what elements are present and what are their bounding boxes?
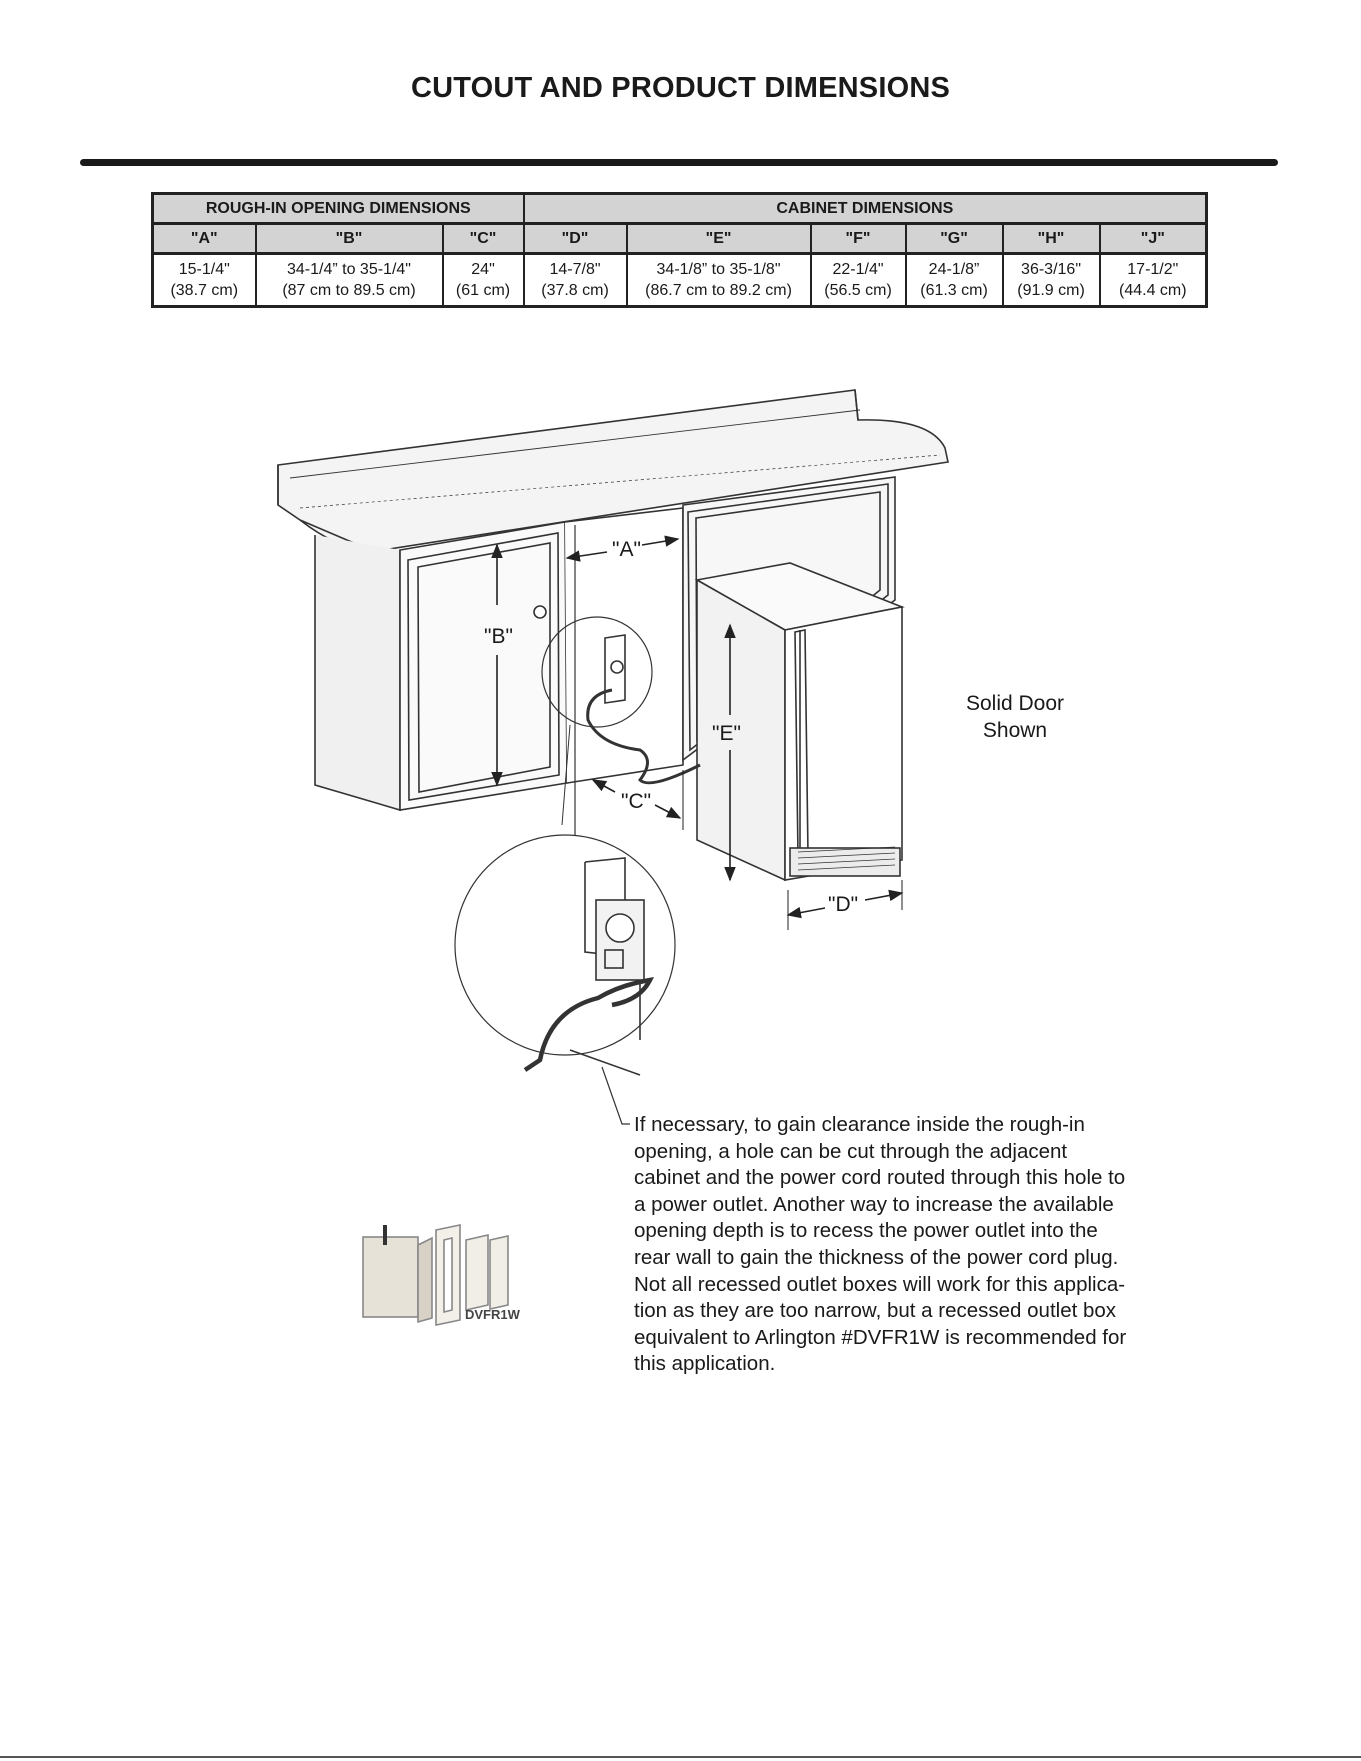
left-cabinet xyxy=(315,522,567,810)
imperial-value: 24" xyxy=(471,261,495,278)
column-header-b: "B" xyxy=(256,224,443,254)
column-header-a: "A" xyxy=(153,224,256,254)
column-header-g: "G" xyxy=(906,224,1003,254)
dimension-d-arrow-left xyxy=(788,908,825,915)
column-header-f: "F" xyxy=(811,224,906,254)
note-line: a power outlet. Another way to increase the available xyxy=(634,1192,1114,1216)
metric-value: (37.8 cm) xyxy=(541,282,609,299)
outlet-box-model-label: DVFR1W xyxy=(465,1307,520,1322)
installation-note xyxy=(634,1112,1174,1378)
imperial-value: 22-1/4" xyxy=(832,261,884,278)
metric-value: (61.3 cm) xyxy=(920,282,988,299)
dimension-d-label: "D" xyxy=(828,893,859,916)
note-line: tion as they are too narrow, but a recessed outlet box xyxy=(634,1299,1117,1323)
metric-value: (61 cm) xyxy=(455,282,511,299)
page-title: CUTOUT AND PRODUCT DIMENSIONS xyxy=(410,72,951,104)
note-line: this application. xyxy=(634,1352,776,1376)
shown-line: Shown xyxy=(982,719,1048,742)
imperial-value: 15-1/4" xyxy=(178,261,230,278)
note-line: cabinet and the power cord routed through this hole to xyxy=(634,1166,1126,1190)
column-header-h: "H" xyxy=(1003,224,1100,254)
dimension-c-label: "C" xyxy=(621,790,652,813)
note-line: equivalent to Arlington #DVFR1W is recommended for xyxy=(634,1325,1127,1349)
dimension-e-label: "E" xyxy=(712,722,741,745)
metric-value: (56.5 cm) xyxy=(824,282,892,299)
column-header-c: "C" xyxy=(443,224,524,254)
imperial-value: 34-1/4” to 35-1/4" xyxy=(287,261,411,278)
outlet-detail-callout xyxy=(455,835,675,1075)
note-line: If necessary, to gain clearance inside the rough-in xyxy=(634,1113,1085,1136)
imperial-value: 14-7/8" xyxy=(549,261,601,278)
dimension-c-arrow-left xyxy=(593,780,615,792)
metric-value: (91.9 cm) xyxy=(1017,282,1085,299)
imperial-value: 34-1/8” to 35-1/8" xyxy=(656,261,781,278)
metric-value: (87 cm to 89.5 cm) xyxy=(282,282,416,299)
note-line: opening, a hole can be cut through the adjacent xyxy=(634,1139,1068,1163)
imperial-value: 36-3/16" xyxy=(1021,261,1081,278)
rough-in-group-header: ROUGH-IN OPENING DIMENSIONS xyxy=(153,194,524,224)
dimension-c-arrow-right xyxy=(655,805,680,818)
bottom-divider xyxy=(0,1756,1361,1758)
dimension-b-label: "B" xyxy=(484,625,513,648)
dimension-d-arrow-right xyxy=(865,893,902,900)
metric-value: (86.7 cm to 89.2 cm) xyxy=(645,282,792,299)
column-header-d: "D" xyxy=(524,224,627,254)
column-header-j: "J" xyxy=(1100,224,1207,254)
metric-value: (38.7 cm) xyxy=(170,282,239,299)
solid-door-line: Solid Door xyxy=(965,692,1065,715)
note-line: opening depth is to recess the power outlet into the xyxy=(634,1219,1098,1243)
solid-door-caption xyxy=(945,690,1085,744)
note-line: Not all recessed outlet boxes will work for this applica- xyxy=(634,1272,1126,1296)
imperial-value: 24-1/8” xyxy=(928,261,980,278)
dimension-a-label: "A" xyxy=(612,538,641,561)
cabinet-group-header: CABINET DIMENSIONS xyxy=(524,194,1207,224)
imperial-value: 17-1/2" xyxy=(1127,261,1179,278)
column-header-e: "E" xyxy=(627,224,811,254)
metric-value: (44.4 cm) xyxy=(1119,282,1187,299)
note-leader-line xyxy=(602,1067,630,1124)
note-line: rear wall to gain the thickness of the power cord plug. xyxy=(634,1245,1119,1269)
